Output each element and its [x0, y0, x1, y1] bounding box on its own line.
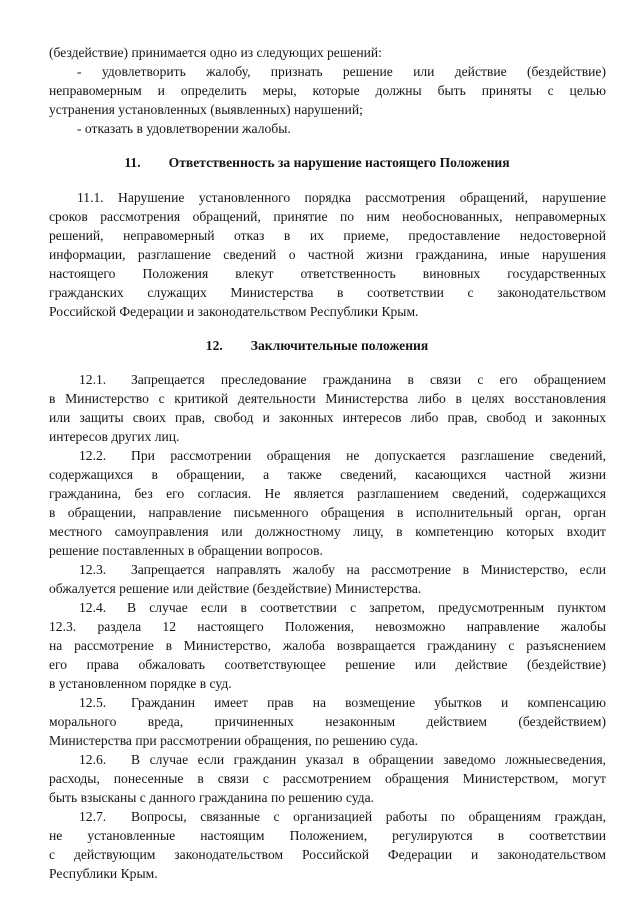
text-line: Российской Федерации и законодательством Республики Крым.: [49, 304, 419, 319]
paragraph-number: 12.7.: [79, 809, 107, 824]
paragraph-first-line: [79, 694, 606, 711]
paragraph-number: 12.5.: [79, 695, 107, 710]
text-line: его права обжаловать соответствующее решение или действие (бездействие): [49, 657, 606, 672]
text-line: Министерства при рассмотрении обращения, по решению суда.: [49, 733, 419, 748]
text-line: не установленные настоящим Положением, регулируются в соответствии: [49, 828, 606, 843]
section-title: Ответственность за нарушение настоящего Положения: [168, 155, 510, 170]
paragraph-number: 12.1.: [79, 372, 107, 387]
text-line: гражданина, без его согласия. Не является разглашением сведений, содержащихся: [49, 486, 606, 501]
text-line: обжалуется решение или действие (бездействие) Министерства.: [49, 581, 422, 596]
section-heading-12: [0, 337, 634, 354]
section-number: 12.: [205, 338, 223, 353]
text-span: В случае если гражданин указал в обращении заведомо ложныесведения,: [131, 752, 606, 767]
text-line: в обращении, направление письменного обращения в исполнительный орган, орган: [49, 505, 606, 520]
paragraph-number: 12.6.: [79, 752, 107, 767]
text-line: Республики Крым.: [49, 866, 158, 881]
text-line: - удовлетворить жалобу, признать решение или действие (бездействие): [77, 64, 606, 79]
paragraph-first-line: [79, 447, 606, 464]
section-heading-11: [0, 154, 634, 171]
text-line: быть взысканы с данного гражданина по решению суда.: [49, 790, 374, 805]
section-title: Заключительные положения: [250, 338, 429, 353]
text-span: Запрещается направлять жалобу на рассмотрение в Министерство, если: [131, 562, 606, 577]
paragraph-number: 12.2.: [79, 448, 107, 463]
text-line: решение поставленных в обращении вопросов.: [49, 543, 323, 558]
text-line: на рассмотрение в Министерство, жалоба возвращается гражданину с разъяснением: [49, 638, 606, 653]
text-line: 12.3. раздела 12 настоящего Положения, невозможно направление жалобы: [49, 619, 606, 634]
paragraph-first-line: [79, 599, 606, 616]
paragraph-first-line: [79, 751, 606, 768]
paragraph-number: 12.3.: [79, 562, 107, 577]
text-line: в Министерство с критикой деятельности Министерства либо в целях восстановления: [49, 391, 606, 406]
text-span: В случае если в соответствии с запретом, предусмотренным пунктом: [127, 600, 606, 615]
text-line: настоящего Положения влекут ответственность виновных государственных: [49, 266, 606, 281]
text-line: - отказать в удовлетворении жалобы.: [77, 121, 291, 136]
text-line: (бездействие) принимается одно из следующих решений:: [49, 45, 382, 60]
text-line: решений, неправомерный отказ в их приеме, предоставление недостоверной: [49, 228, 606, 243]
text-line: местного самоуправления или должностному лицу, в компетенцию которых входит: [49, 524, 606, 539]
text-line: интересов других лиц.: [49, 429, 180, 444]
text-line: информации, разглашение сведений о частной жизни гражданина, иные нарушения: [49, 247, 606, 262]
text-line: расходы, понесенные в связи с рассмотрением обращения Министерством, могут: [49, 771, 606, 786]
text-span: Запрещается преследование гражданина в связи с его обращением: [131, 372, 606, 387]
text-line: неправомерным и определить меры, которые должны быть приняты с целью: [49, 83, 606, 98]
text-span: Гражданин имеет прав на возмещение убытков и компенсацию: [131, 695, 606, 710]
text-line: в установленном порядке в суд.: [49, 676, 232, 691]
paragraph-first-line: [79, 808, 606, 825]
paragraph-first-line: [79, 371, 606, 388]
paragraph-first-line: [79, 561, 606, 578]
section-number: 11.: [124, 155, 141, 170]
text-line: сроков рассмотрения обращений, принятие по ним необоснованных, неправомерных: [49, 209, 606, 224]
text-line: содержащихся в обращении, а также сведений, касающихся частной жизни: [49, 467, 606, 482]
text-line: морального вреда, причиненных незаконным действием (бездействием): [49, 714, 606, 729]
text-span: При рассмотрении обращения не допускается разглашение сведений,: [131, 448, 606, 463]
text-line: устранения установленных (выявленных) нарушений;: [49, 102, 363, 117]
text-line: с действующим законодательством Российской Федерации и законодательством: [49, 847, 606, 862]
text-line: 11.1. Нарушение установленного порядка рассмотрения обращений, нарушение: [77, 190, 606, 205]
text-span: Вопросы, связанные с организацией работы по обращениям граждан,: [131, 809, 606, 824]
text-line: гражданских служащих Министерства в соответствии с законодательством: [49, 285, 606, 300]
paragraph-number: 12.4.: [79, 600, 107, 615]
text-line: или защиты своих прав, свобод и законных интересов либо прав, свобод и законных: [49, 410, 606, 425]
